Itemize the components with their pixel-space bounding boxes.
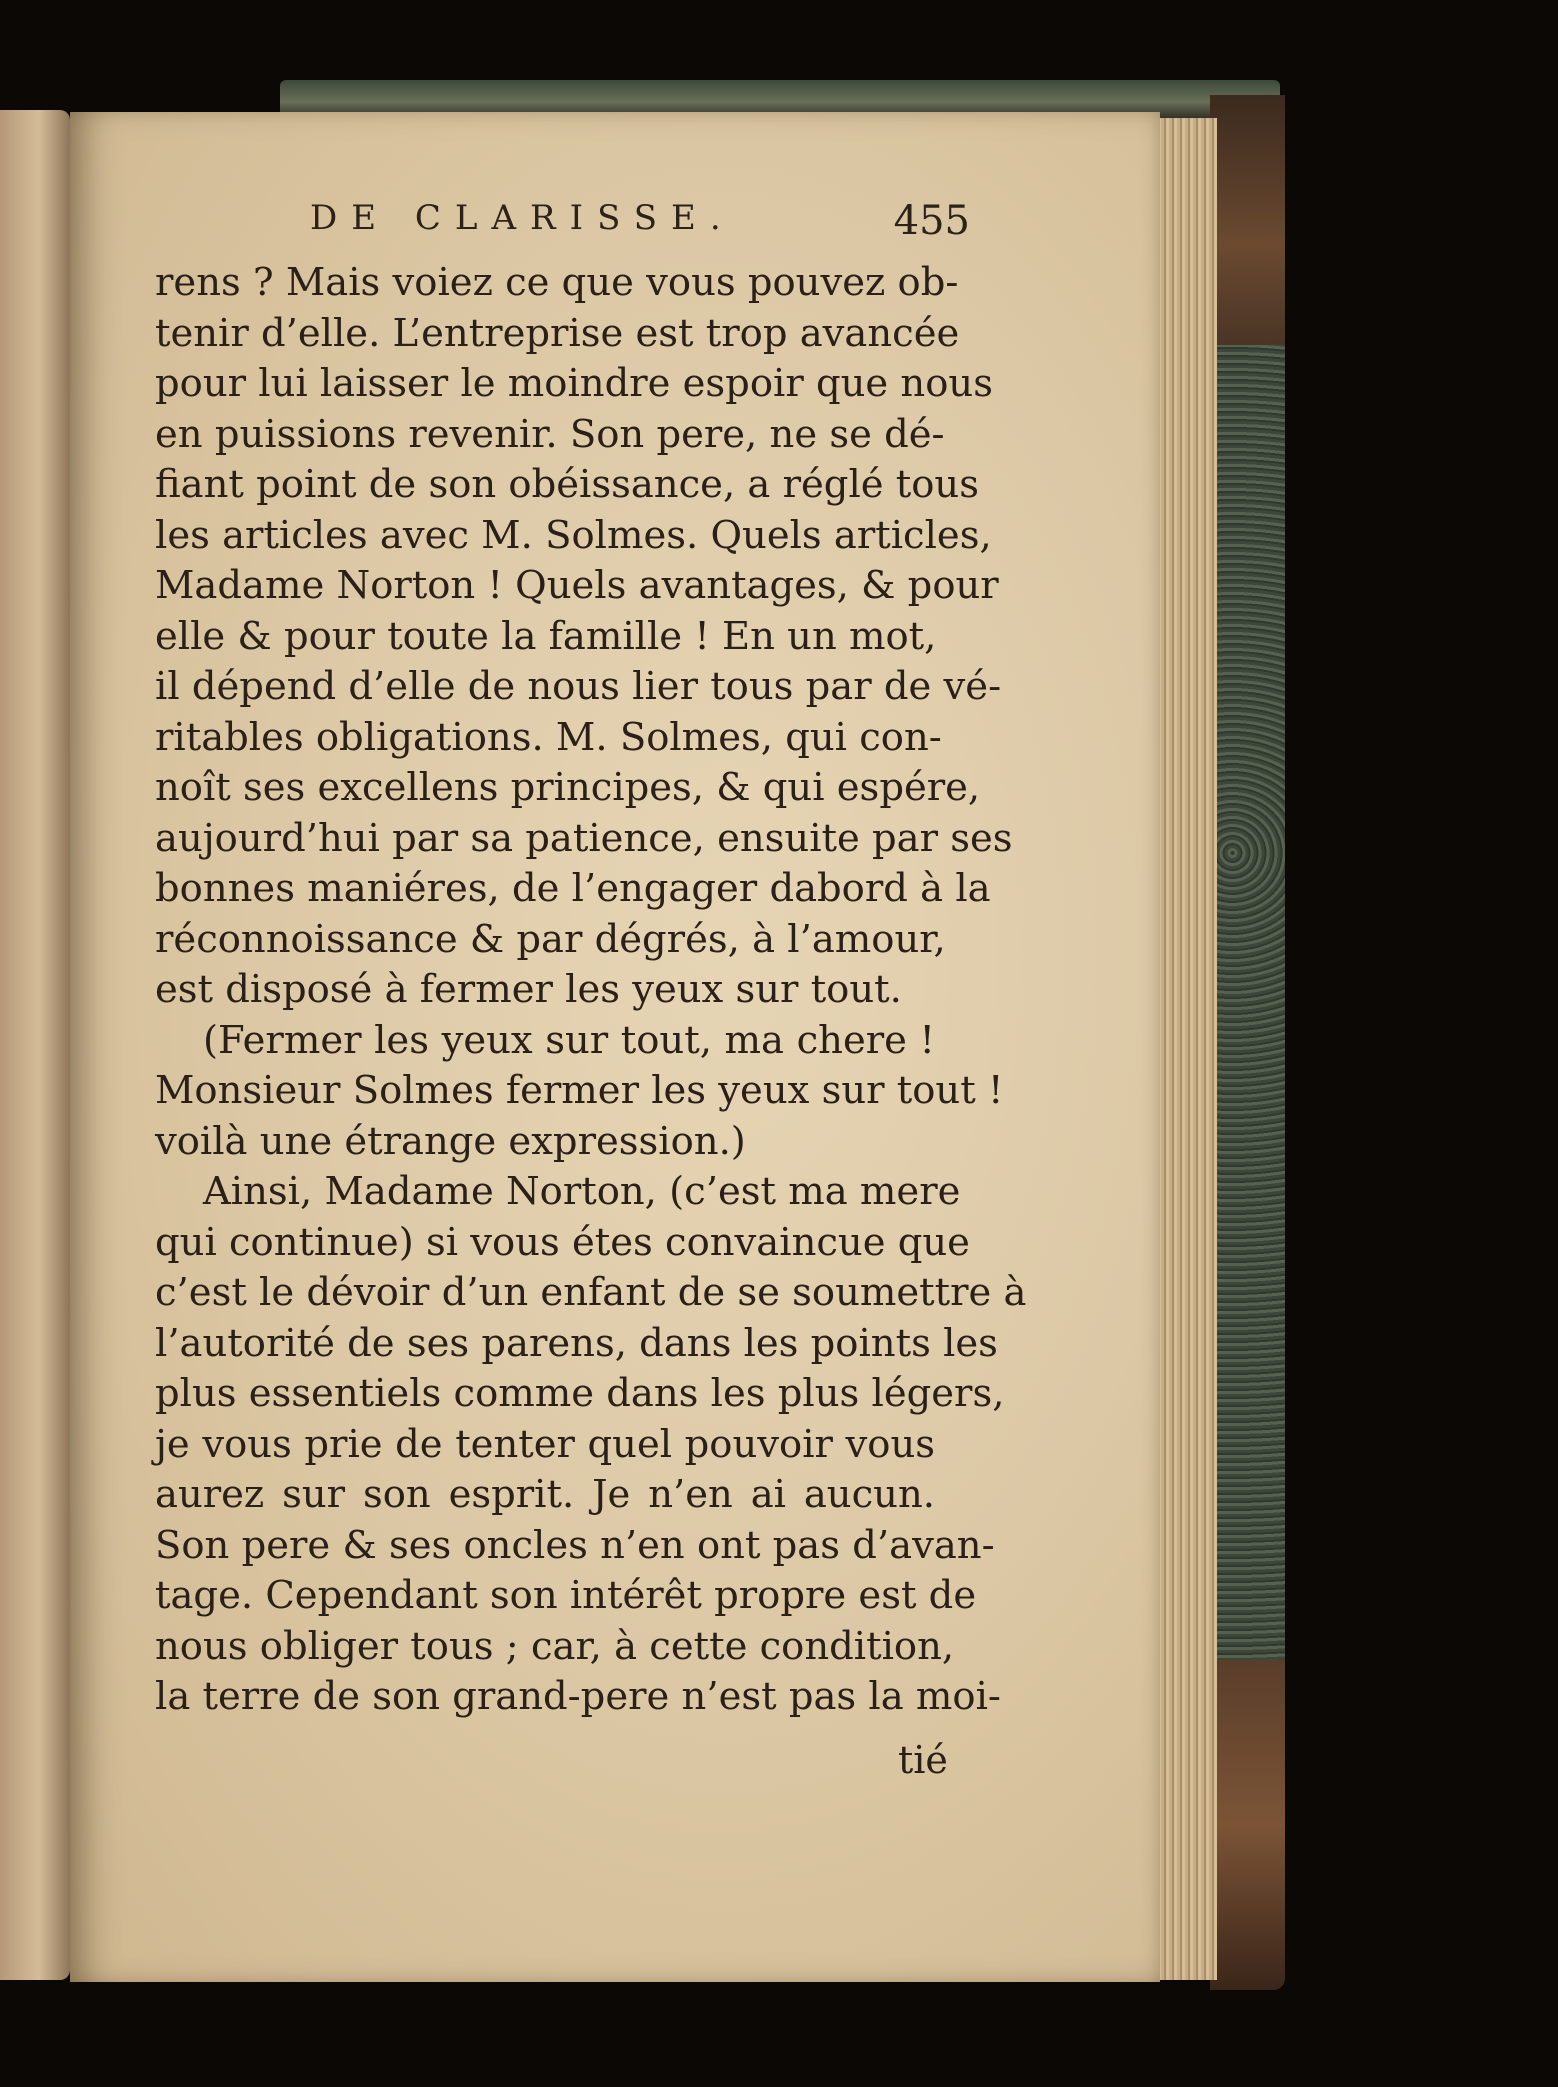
text-line: pour lui laisser le moindre espoir que nous — [155, 361, 993, 406]
text-line: plus essentiels comme dans les plus légers, — [155, 1371, 1005, 1416]
text-line: aurez sur son esprit. Je n’en ai aucun. — [155, 1472, 935, 1517]
text-line: Madame Norton ! Quels avantages, & pour — [155, 563, 999, 608]
page-header — [310, 198, 970, 254]
catchword: tié — [898, 1738, 948, 1782]
text-line: nous obliger tous ; car, à cette condition, — [155, 1623, 955, 1669]
running-title: DE CLARISSE. — [310, 198, 735, 238]
text-line: l’autorité de ses parens, dans les points les — [155, 1320, 998, 1366]
text-line: Ainsi, Madame Norton, (c’est ma mere — [203, 1169, 961, 1214]
text-line: Monsieur Solmes fermer les yeux sur tout ! — [155, 1068, 1004, 1113]
cover-leather-bottom — [1210, 1660, 1285, 1990]
text-line: c’est le dévoir d’un enfant de se soumettre à — [155, 1270, 1027, 1315]
text-line: rens ? Mais voiez ce que vous pouvez ob- — [155, 260, 959, 305]
text-line: (Fermer les yeux sur tout, ma chere ! — [203, 1017, 935, 1063]
text-line: fiant point de son obéissance, a réglé tous — [155, 462, 979, 507]
text-line: tage. Cependant son intérêt propre est de — [155, 1573, 977, 1618]
text-line: bonnes maniéres, de l’engager dabord à la — [155, 866, 991, 911]
text-line: ritables obligations. M. Solmes, qui con- — [155, 714, 942, 760]
text-line: il dépend d’elle de nous lier tous par de vé- — [155, 664, 1002, 709]
text-line: les articles avec M. Solmes. Quels articles, — [155, 512, 992, 558]
text-line: en puissions revenir. Son pere, ne se dé- — [155, 411, 945, 457]
text-line: qui continue) si vous étes convaincue que — [155, 1219, 970, 1265]
text-line: est disposé à fermer les yeux sur tout. — [155, 967, 902, 1012]
text-line: voilà une étrange expression.) — [155, 1118, 746, 1164]
left-page-edge — [0, 110, 70, 1980]
text-line: aujourd’hui par sa patience, ensuite par ses — [155, 815, 1013, 861]
body-text — [155, 258, 1027, 1723]
text-line: elle & pour toute la famille ! En un mot, — [155, 613, 937, 659]
page-number: 455 — [893, 198, 970, 244]
text-line: noît ses excellens principes, & qui espére, — [155, 765, 981, 810]
text-line: tenir d’elle. L’entreprise est trop avancée — [155, 310, 960, 356]
text-line: je vous prie de tenter quel pouvoir vous — [155, 1421, 935, 1467]
text-line: Son pere & ses oncles n’en ont pas d’avan- — [155, 1522, 995, 1568]
text-line: la terre de son grand-pere n’est pas la moi- — [155, 1674, 1001, 1719]
cover-leather-top — [1210, 95, 1285, 345]
text-line: réconnoissance & par dégrés, à l’amour, — [155, 916, 946, 962]
